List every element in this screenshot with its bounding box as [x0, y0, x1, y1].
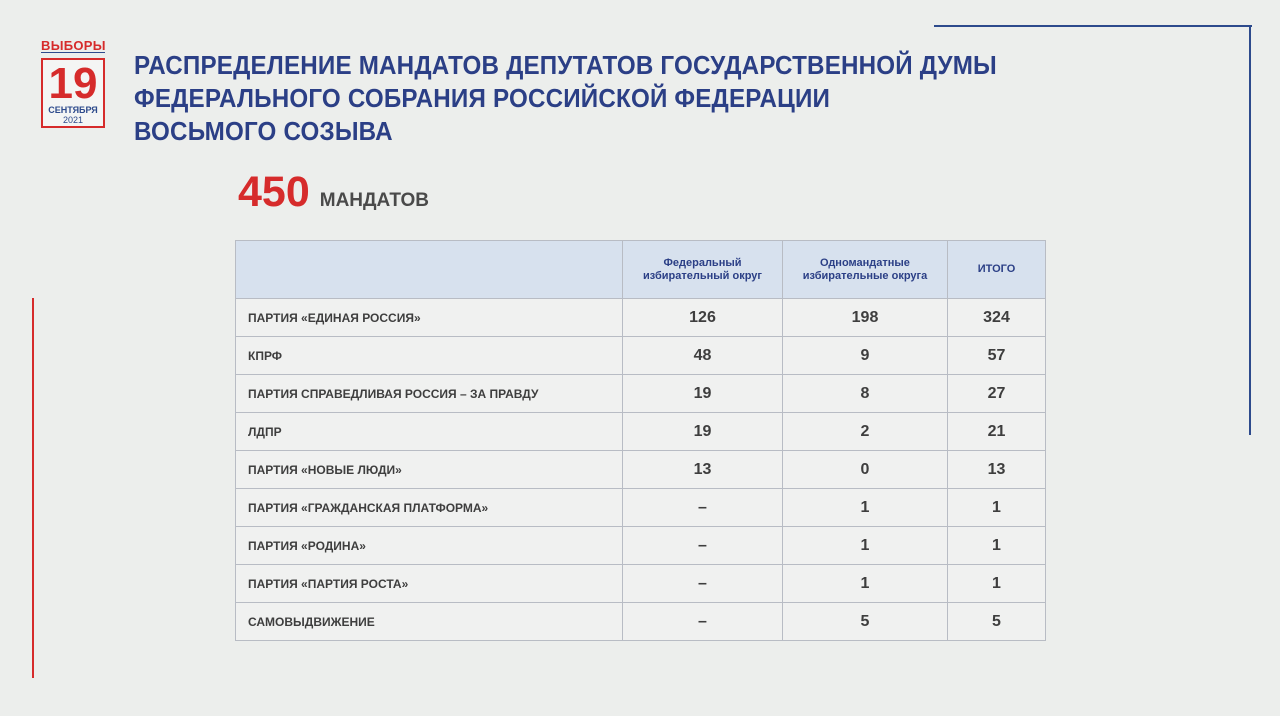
table-row: [236, 337, 1046, 375]
single-count: 5: [783, 603, 948, 641]
total-count: 5: [948, 603, 1046, 641]
table-row: [236, 451, 1046, 489]
single-count: 1: [783, 527, 948, 565]
title-line-2: ФЕДЕРАЛЬНОГО СОБРАНИЯ РОССИЙСКОЙ ФЕДЕРАЦИИ: [134, 83, 831, 113]
elections-logo: [38, 38, 110, 134]
total-count: 27: [948, 375, 1046, 413]
party-name: ПАРТИЯ «ЕДИНАЯ РОССИЯ»: [236, 299, 623, 337]
table-row: [236, 527, 1046, 565]
frame-line-left: [32, 298, 34, 678]
total-count: 324: [948, 299, 1046, 337]
header-federal: Федеральный избирательный округ: [623, 241, 783, 299]
federal-count: 13: [623, 451, 783, 489]
table-header-row: [236, 241, 1046, 299]
table-row: [236, 413, 1046, 451]
header-party: [236, 241, 623, 299]
table-row: [236, 565, 1046, 603]
federal-count: 126: [623, 299, 783, 337]
frame-line-right: [1249, 25, 1251, 435]
federal-count: –: [623, 565, 783, 603]
logo-day: 19: [48, 59, 98, 108]
total-count: 57: [948, 337, 1046, 375]
party-name: САМОВЫДВИЖЕНИЕ: [236, 603, 623, 641]
total-count: 13: [948, 451, 1046, 489]
mandates-total: [238, 168, 429, 217]
title-line-1: РАСПРЕДЕЛЕНИЕ МАНДАТОВ ДЕПУТАТОВ ГОСУДАРСТВЕННОЙ ДУМЫ: [134, 50, 997, 80]
title-line-3: ВОСЬМОГО СОЗЫВА: [134, 116, 393, 146]
mandates-label: МАНДАТОВ: [319, 190, 429, 211]
federal-count: 48: [623, 337, 783, 375]
federal-count: –: [623, 603, 783, 641]
federal-count: 19: [623, 375, 783, 413]
total-count: 21: [948, 413, 1046, 451]
federal-count: –: [623, 527, 783, 565]
frame-line-top: [934, 25, 1252, 27]
total-count: 1: [948, 489, 1046, 527]
party-name: ПАРТИЯ СПРАВЕДЛИВАЯ РОССИЯ – ЗА ПРАВДУ: [236, 375, 623, 413]
logo-year: 2021: [62, 115, 84, 125]
single-count: 8: [783, 375, 948, 413]
table-row: [236, 299, 1046, 337]
total-count: 1: [948, 565, 1046, 603]
logo-month: СЕНТЯБРЯ: [48, 105, 98, 115]
mandates-table: [235, 240, 1046, 641]
page-title: [134, 49, 997, 148]
table-row: [236, 603, 1046, 641]
table-row: [236, 375, 1046, 413]
single-count: 2: [783, 413, 948, 451]
party-name: ЛДПР: [236, 413, 623, 451]
single-count: 0: [783, 451, 948, 489]
party-name: ПАРТИЯ «РОДИНА»: [236, 527, 623, 565]
single-count: 9: [783, 337, 948, 375]
party-name: ПАРТИЯ «ПАРТИЯ РОСТА»: [236, 565, 623, 603]
federal-count: –: [623, 489, 783, 527]
party-name: КПРФ: [236, 337, 623, 375]
mandates-count: 450: [238, 168, 310, 216]
party-name: ПАРТИЯ «НОВЫЕ ЛЮДИ»: [236, 451, 623, 489]
total-count: 1: [948, 527, 1046, 565]
single-count: 1: [783, 565, 948, 603]
logo-top-text: ВЫБОРЫ: [41, 38, 106, 53]
table-row: [236, 489, 1046, 527]
header-single-mandate: Одномандатные избирательные округа: [783, 241, 948, 299]
party-name: ПАРТИЯ «ГРАЖДАНСКАЯ ПЛАТФОРМА»: [236, 489, 623, 527]
single-count: 198: [783, 299, 948, 337]
federal-count: 19: [623, 413, 783, 451]
header-total: ИТОГО: [948, 241, 1046, 299]
logo-box: [41, 58, 105, 128]
single-count: 1: [783, 489, 948, 527]
